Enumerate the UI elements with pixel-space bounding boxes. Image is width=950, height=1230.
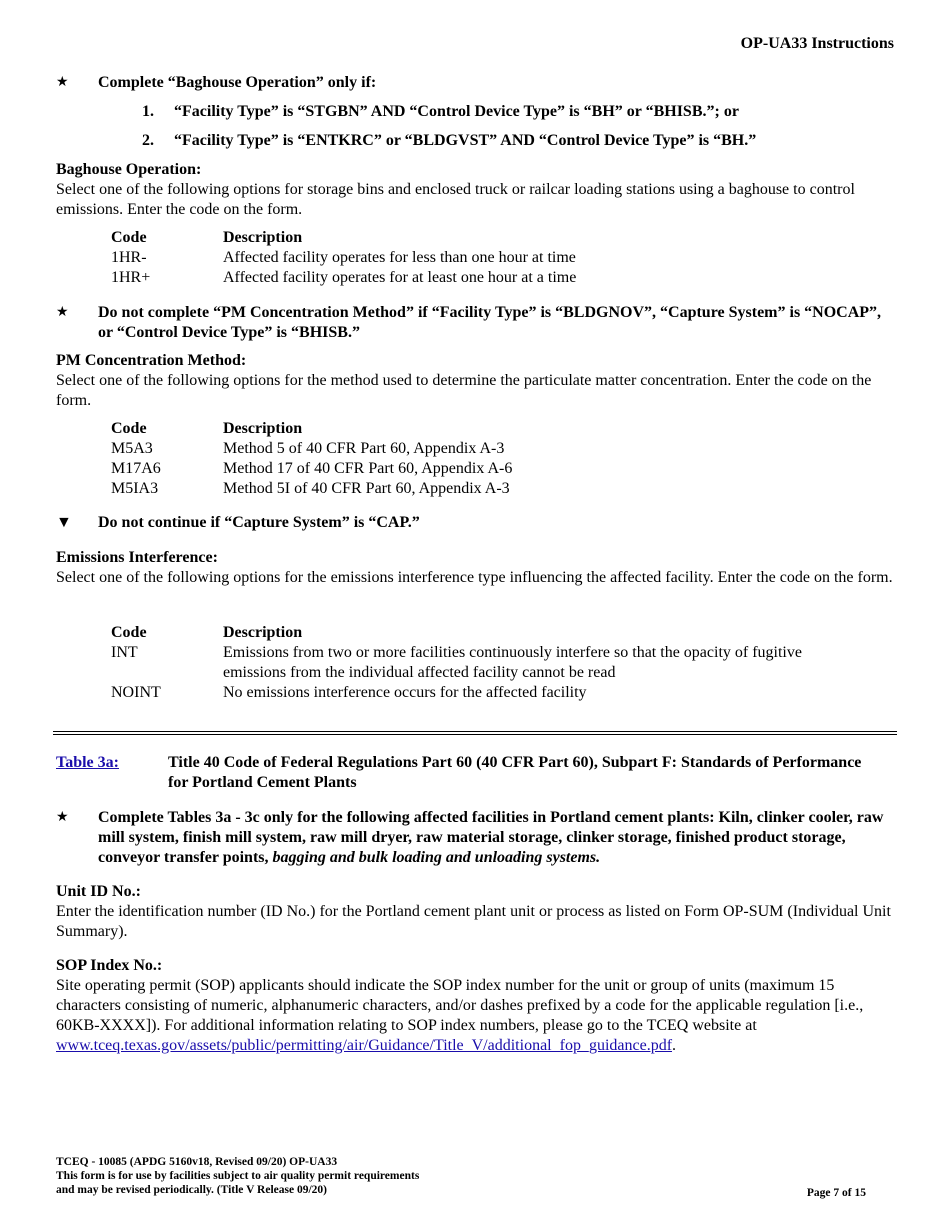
- cap-stop-bullet: [56, 513, 896, 533]
- table-row: [111, 439, 901, 459]
- star-icon: ★: [56, 810, 69, 825]
- pm-code-table: [111, 419, 901, 499]
- star-icon: ★: [56, 75, 69, 90]
- column-header-description: Description: [223, 624, 303, 641]
- cap-stop-text: Do not continue if “Capture System” is “CAP.”: [98, 514, 420, 531]
- pm-condition-text: Do not complete “PM Concentration Method” if “Facility Type” is “BLDGNOV”, “Capture System” is “NOCAP”, or “Control Device Type” is “BHISB.”: [98, 304, 882, 341]
- code-cell: M5A3: [111, 440, 153, 457]
- column-header-description: Description: [223, 229, 303, 246]
- description-cell: Method 5 of 40 CFR Part 60, Appendix A-3: [223, 440, 505, 457]
- section-divider: [53, 731, 897, 732]
- sop-text: Site operating permit (SOP) applicants should indicate the SOP index number for the unit or group of units (maximum 15 characters consisting of numeric, alphanumeric characters, and/or dashes prefixed by a code for the applicable regulation [i.e., 60KB-XXXX]). For additional information relating to SOP index numbers, please go to the TCEQ website at: [56, 977, 864, 1034]
- section-divider: [53, 734, 897, 735]
- tables-condition-bullet: [56, 808, 896, 868]
- description-cell: Affected facility operates for less than one hour at time: [223, 249, 576, 266]
- table-3a-heading: [56, 753, 896, 793]
- table-header-row: [111, 623, 901, 643]
- star-icon: ★: [56, 305, 69, 320]
- column-header-code: Code: [111, 420, 147, 437]
- tables-condition-text: [98, 808, 896, 868]
- interference-heading: Emissions Interference:: [56, 549, 218, 566]
- baghouse-condition-text: Complete “Baghouse Operation” only if:: [98, 74, 377, 91]
- footer-release-note: and may be revised periodically. (Title V Release 09/20): [56, 1184, 327, 1196]
- condition-item-2: [142, 131, 902, 151]
- interference-description: Select one of the following options for the emissions interference type influencing the affected facility. Enter the code on the form.: [56, 569, 893, 586]
- footer-usage-note: This form is for use by facilities subject to air quality permit requirements: [56, 1170, 420, 1182]
- unit-id-heading: Unit ID No.:: [56, 883, 141, 900]
- triangle-down-icon: ▼: [56, 514, 72, 531]
- table-row: [111, 459, 901, 479]
- sop-heading: SOP Index No.:: [56, 957, 163, 974]
- description-cell: Method 17 of 40 CFR Part 60, Appendix A-6: [223, 460, 513, 477]
- pm-heading: PM Concentration Method:: [56, 352, 247, 369]
- description-cell: No emissions interference occurs for the affected facility: [223, 684, 587, 701]
- tables-condition-italic: bagging and bulk loading and unloading systems.: [272, 849, 601, 866]
- code-cell: M5IA3: [111, 480, 159, 497]
- sop-text-end: .: [672, 1037, 677, 1054]
- interference-code-table: [111, 623, 901, 703]
- code-cell: 1HR-: [111, 249, 147, 266]
- description-cell: Affected facility operates for at least one hour at a time: [223, 269, 577, 286]
- sop-description: [56, 976, 896, 1056]
- table-3a-link[interactable]: Table 3a:: [56, 754, 119, 771]
- condition-text: “Facility Type” is “ENTKRC” or “BLDGVST” AND “Control Device Type” is “BH.”: [174, 132, 757, 149]
- baghouse-code-table: [111, 228, 901, 288]
- condition-number: 1.: [142, 103, 154, 120]
- baghouse-heading: Baghouse Operation:: [56, 161, 202, 178]
- table-3a-title: Title 40 Code of Federal Regulations Part 60 (40 CFR Part 60), Subpart F: Standards of Performance for Portland Cement Plants: [168, 754, 862, 791]
- baghouse-condition-bullet: [56, 73, 896, 93]
- pm-description: Select one of the following options for the method used to determine the particulate matter concentration. Enter the code on the form.: [56, 372, 872, 409]
- table-header-row: [111, 228, 901, 248]
- tceq-guidance-link[interactable]: www.tceq.texas.gov/assets/public/permitting/air/Guidance/Title_V/additional_fop_guidance.pdf: [56, 1037, 673, 1054]
- code-cell: NOINT: [111, 684, 161, 701]
- condition-number: 2.: [142, 132, 154, 149]
- column-header-code: Code: [111, 624, 147, 641]
- condition-text: “Facility Type” is “STGBN” AND “Control Device Type” is “BH” or “BHISB.”; or: [174, 103, 739, 120]
- description-cell: Method 5I of 40 CFR Part 60, Appendix A-3: [223, 480, 510, 497]
- footer-form-id: TCEQ - 10085 (APDG 5160v18, Revised 09/20) OP-UA33: [56, 1156, 338, 1168]
- table-row: [111, 268, 901, 288]
- tables-condition-main: Complete Tables 3a - 3c only for the following affected facilities in Portland cement plants: Kiln, clinker cooler, raw mill system, finish mill system, raw mill dryer, raw material storage, clinker storage, finished product storage, conveyor transfer points,: [98, 809, 884, 866]
- column-header-code: Code: [111, 229, 147, 246]
- description-cell: Emissions from two or more facilities continuously interfere so that the opacity of fugitive emissions from the individual affected facility cannot be read: [223, 644, 802, 681]
- column-header-description: Description: [223, 420, 303, 437]
- code-cell: 1HR+: [111, 269, 151, 286]
- page-number: Page 7 of 15: [806, 1187, 866, 1199]
- unit-id-description: Enter the identification number (ID No.) for the Portland cement plant unit or process as listed on Form OP-SUM (Individual Unit Summary).: [56, 903, 891, 940]
- condition-item-1: [142, 102, 902, 122]
- code-cell: M17A6: [111, 460, 161, 477]
- code-cell: INT: [111, 644, 138, 661]
- table-row: [111, 683, 901, 703]
- table-header-row: [111, 419, 901, 439]
- page-header-title: OP-UA33 Instructions: [740, 35, 894, 52]
- table-row: [111, 248, 901, 268]
- table-row: [111, 643, 901, 683]
- baghouse-description: Select one of the following options for storage bins and enclosed truck or railcar loading stations using a baghouse to control emissions. Enter the code on the form.: [56, 181, 855, 218]
- pm-condition-bullet: [56, 303, 896, 343]
- table-row: [111, 479, 901, 499]
